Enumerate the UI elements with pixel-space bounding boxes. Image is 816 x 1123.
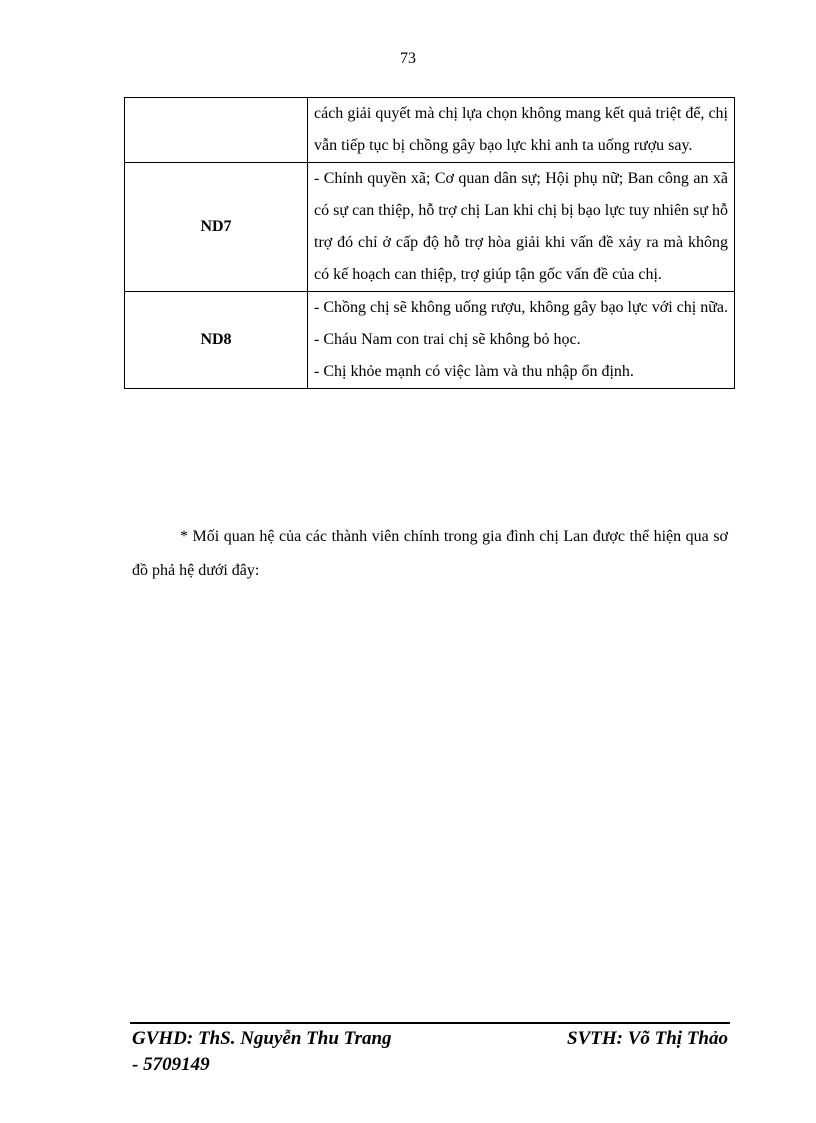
body-paragraph: * Mối quan hệ của các thành viên chính trong gia đình chị Lan được thể hiện qua sơ đồ phả hệ dưới đây:	[132, 528, 728, 579]
row-text	[308, 98, 735, 163]
table-row	[125, 163, 735, 292]
page-number: 73	[400, 50, 416, 67]
row-text	[308, 292, 735, 389]
row-line: - Chồng chị sẽ không uống rượu, không gây bạo lực với chị nữa.	[314, 299, 728, 316]
footer-advisor: GVHD: ThS. Nguyễn Thu Trang	[132, 1028, 392, 1049]
table-row	[125, 292, 735, 389]
footer	[132, 1026, 728, 1078]
row-line: cách giải quyết mà chị lựa chọn không mang kết quả triệt để, chị vẫn tiếp tục bị chồng gây bạo lực khi anh ta uống rượu say.	[314, 105, 728, 154]
row-line: - Cháu Nam con trai chị sẽ không bỏ học.	[314, 331, 581, 348]
row-line: - Chính quyền xã; Cơ quan dân sự; Hội phụ nữ; Ban công an xã có sự can thiệp, hỗ trợ chị Lan khi chị bị bạo lực tuy nhiên sự hỗ trợ đó chỉ ở cấp độ hỗ trợ hòa giải khi vấn đề xảy ra mà không có kế hoạch can thiệp, trợ giúp tận gốc vấn đề của chị.	[314, 170, 728, 283]
footer-student: SVTH: Võ Thị Thảo	[567, 1028, 728, 1049]
row-text	[308, 163, 735, 292]
footer-divider	[130, 1022, 730, 1024]
row-line: - Chị khỏe mạnh có việc làm và thu nhập ổn định.	[314, 363, 634, 380]
row-label: ND8	[125, 292, 308, 389]
row-label: ND7	[125, 163, 308, 292]
row-label	[125, 98, 308, 163]
table-row	[125, 98, 735, 163]
footer-student-id: - 5709149	[132, 1054, 210, 1075]
content-table	[124, 97, 735, 389]
